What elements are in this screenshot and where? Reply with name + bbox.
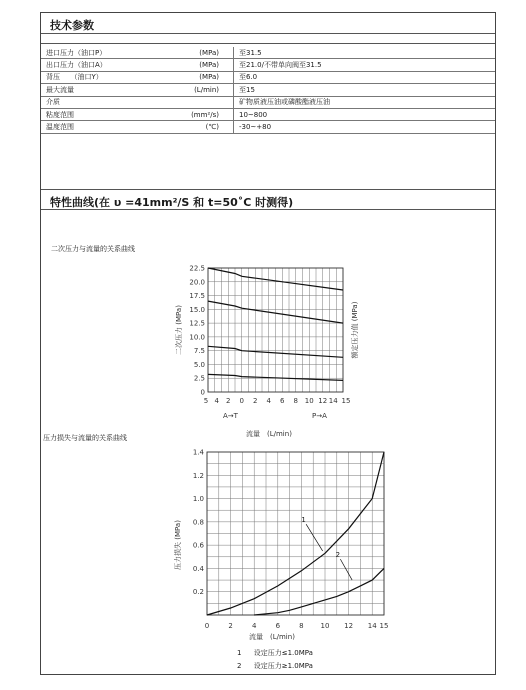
y-tick-label: 0.4	[192, 564, 204, 573]
x-tick-label: 15	[341, 397, 351, 405]
param-row	[41, 108, 495, 120]
param-value: 矿物质液压油或磷酸酯液压油	[234, 96, 496, 108]
x-tick-label: 4	[214, 397, 219, 405]
x-tick-label: 2	[226, 397, 231, 405]
y-tick-label: 0.8	[192, 518, 204, 527]
x-tick-label: 8	[293, 397, 298, 405]
param-unit	[166, 96, 234, 108]
y-tick-label: 1.0	[192, 495, 204, 504]
series-2-label: 2	[335, 550, 341, 559]
y-axis-label: 二次压力 (MPa)	[175, 305, 183, 355]
divider	[41, 43, 495, 44]
x-tick-label: 15	[379, 622, 389, 630]
param-unit: (MPa)	[166, 59, 234, 71]
param-row	[41, 121, 495, 133]
divider	[41, 189, 495, 190]
param-name: 最大流量	[41, 84, 166, 96]
section-title-tech-params: 技术参数	[50, 19, 94, 32]
x-tick-label: 6	[280, 397, 285, 405]
param-unit: (℃)	[166, 121, 234, 133]
param-name: 粘度范围	[41, 108, 166, 120]
x-tick-label: 4	[266, 397, 271, 405]
x-tick-label: 0	[204, 622, 210, 630]
param-unit: (MPa)	[166, 47, 234, 59]
y-tick-label: 5.0	[193, 360, 205, 369]
param-row	[41, 84, 495, 96]
x-tick-label: 14	[367, 622, 377, 630]
y-tick-label: 0.2	[192, 588, 204, 597]
param-value: -30~+80	[234, 121, 496, 133]
param-row	[41, 96, 495, 108]
x-tick-label: 5	[203, 397, 209, 405]
y2-axis-label: 额定压力值 (MPa)	[351, 301, 359, 359]
y-tick-label: 1.4	[192, 448, 204, 457]
legend-num: 1	[237, 649, 242, 657]
param-name: 进口压力（油口P）	[41, 47, 166, 59]
x-tick-label: 12	[318, 397, 328, 405]
y-tick-label: 17.5	[189, 292, 205, 301]
direction-left-label: A→T	[223, 412, 238, 420]
param-value: 至6.0	[234, 71, 496, 83]
param-row	[41, 71, 495, 83]
legend-text: 设定压力≥1.0MPa	[253, 662, 313, 670]
param-value: 至21.0/不带单向阀至31.5	[234, 59, 496, 71]
legend-text: 设定压力≤1.0MPa	[253, 649, 313, 657]
param-name: 出口压力（油口A）	[41, 59, 166, 71]
chart2-caption: 压力损失与流量的关系曲线	[43, 434, 127, 442]
x-tick-label: 2	[228, 622, 233, 630]
y-tick-label: 2.5	[193, 374, 205, 383]
x-tick-label: 12	[344, 622, 354, 630]
x-tick-label: 6	[275, 622, 281, 630]
param-unit: (mm²/s)	[166, 108, 234, 120]
param-unit: (L/min)	[166, 84, 234, 96]
chart1-caption: 二次压力与流量的关系曲线	[51, 245, 135, 253]
param-name: 介质	[41, 96, 166, 108]
param-name: 温度范围	[41, 121, 166, 133]
x-tick-label: 10	[320, 622, 330, 630]
series-1-label: 1	[301, 515, 306, 524]
x-tick-label: 8	[299, 622, 304, 630]
params-table	[41, 47, 495, 134]
param-value: 至31.5	[234, 47, 496, 59]
x-tick-label: 0	[239, 397, 244, 405]
y-tick-label: 12.5	[189, 319, 205, 328]
datasheet-frame	[40, 12, 496, 675]
x-axis-label: 流量 (L/min)	[249, 633, 295, 641]
param-row	[41, 47, 495, 59]
param-name: 背压 （油口Y）	[41, 71, 166, 83]
legend-num: 2	[237, 662, 242, 670]
divider	[41, 209, 495, 210]
y-tick-label: 15.0	[189, 305, 205, 314]
param-value: 至15	[234, 84, 496, 96]
y-tick-label: 20.0	[189, 278, 205, 287]
x-tick-label: 10	[304, 397, 314, 405]
direction-right-label: P→A	[312, 412, 327, 420]
y-tick-label: 0	[200, 388, 205, 397]
divider	[41, 33, 495, 34]
section-title-curves: 特性曲线(在 υ =41mm²/S 和 t=50˚C 时测得)	[50, 196, 294, 209]
y-tick-label: 22.5	[189, 264, 205, 273]
y-tick-label: 1.2	[192, 471, 204, 480]
y-tick-label: 10.0	[189, 333, 205, 342]
y-tick-label: 0.6	[192, 541, 204, 550]
x-axis-label: 流量 (L/min)	[246, 430, 292, 438]
x-tick-label: 4	[251, 622, 257, 630]
x-tick-label: 14	[328, 397, 338, 405]
y-tick-label: 7.5	[193, 347, 205, 356]
param-value: 10~800	[234, 108, 496, 120]
x-tick-label: 2	[253, 397, 258, 405]
param-row	[41, 59, 495, 71]
y-axis-label: 压力损失 (MPa)	[174, 520, 182, 570]
param-unit: (MPa)	[166, 71, 234, 83]
legend-item-1	[237, 648, 313, 658]
legend-item-2	[237, 661, 313, 671]
